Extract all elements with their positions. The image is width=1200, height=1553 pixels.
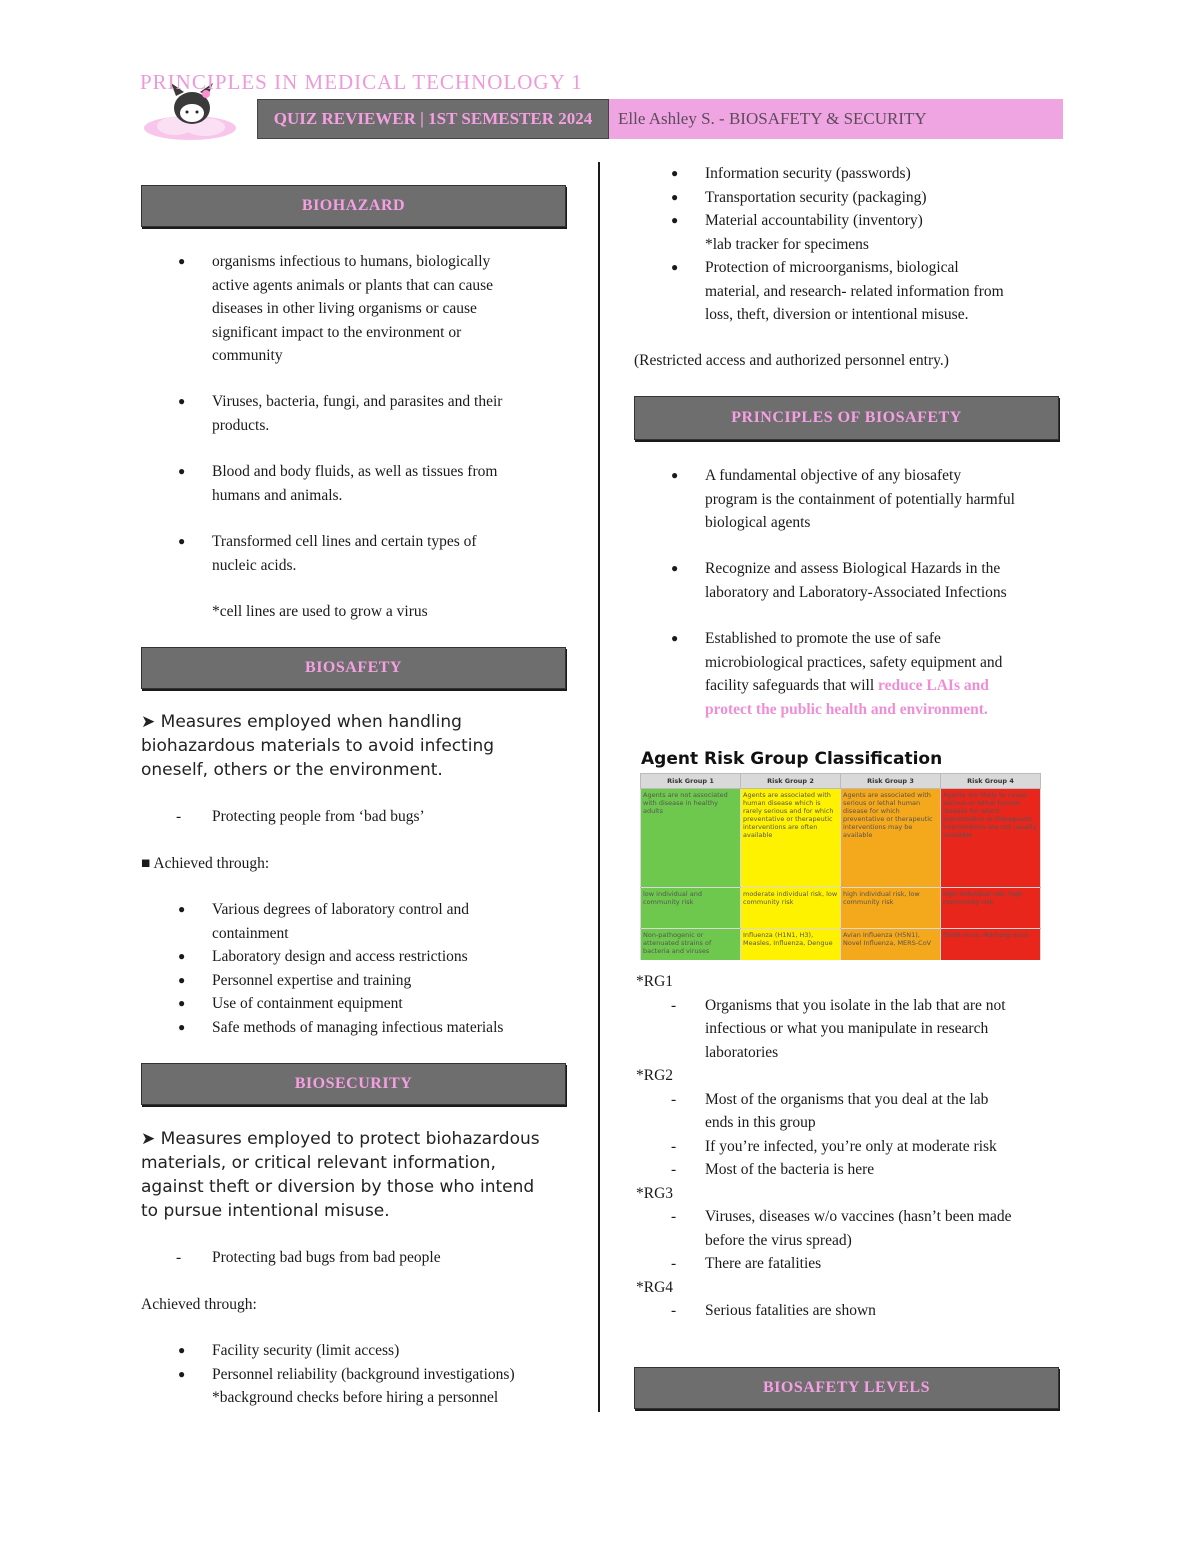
list-item [636,1252,1076,1276]
table-cell: high individual risk, low community risk [841,888,941,929]
list-item [671,162,1075,186]
list-item-text: A fundamental objective of any biosafety [705,467,962,484]
banner-quiz-label: QUIZ REVIEWER | 1ST SEMESTER 2024 [257,99,609,139]
list-item [178,390,572,437]
biosecurity-achieved: Achieved through: [141,1296,257,1313]
section-biosafety-heading: BIOSAFETY [141,647,566,689]
list-item-text: significant impact to the environment or [212,323,462,341]
table-cell: Influenza (H1N1, H3), Measles, Influenza, Dengue [741,929,841,961]
list-item [636,1135,1076,1159]
list-item-text: Material accountability (inventory) [705,212,923,229]
table-row [641,789,1041,888]
table-cell: Agents are likely to cause serious or lethal human disease for which preventative or therapeutic interventions are not usually available [941,789,1041,888]
highlight-text: protect the public health and environment. [705,700,988,718]
table-body [641,789,1041,961]
risk-group-label: *RG1 [636,973,674,990]
list-item-text: active agents animals or plants that can cause [212,276,494,294]
list-item-text: Transportation security (packaging) [705,188,927,206]
list-item [636,1088,1076,1135]
list-item-text: biological agents [705,514,811,531]
dash-bullet-icon: - [671,1255,677,1272]
definition-line: oneself, others or the environment. [141,760,443,780]
list-item [178,1016,582,1040]
list-item-text: Most of the organisms that you deal at the lab [705,1090,989,1108]
dash-bullet-icon: - [671,1302,677,1319]
bullet-icon: ● [671,631,679,645]
definition-line: materials, or critical relevant information, [141,1153,496,1173]
column-header: Risk Group 2 [741,774,841,789]
list-item-text: If you’re infected, you’re only at moderate risk [705,1137,997,1155]
table-cell: Agents are associated with serious or lethal human disease for which preventative or therapeutic interventions may be available [841,789,941,888]
list-item-text: facility safeguards that will [705,677,875,694]
bullet-icon: ● [178,394,186,408]
list-item-text: Protection of microorganisms, biological [705,259,959,276]
arrow-icon: ➤ [141,1129,156,1149]
biosafety-list [178,898,582,1039]
list-item-text: Organisms that you isolate in the lab that are not [705,996,1006,1014]
list-item-text: Viruses, bacteria, fungi, and parasites and their [212,393,503,410]
table-cell: high individual risk, high community risk [941,888,1041,929]
arrow-icon: ➤ [141,712,156,732]
table-row [641,888,1041,929]
bullet-icon: ● [178,254,186,268]
list-item-text: loss, theft, diversion or intentional misuse. [705,306,969,323]
section-biosecurity-heading: BIOSECURITY [141,1063,566,1105]
list-item [178,992,582,1016]
section-principles-heading: PRINCIPLES OF BIOSAFETY [634,396,1059,440]
bullet-icon: ● [671,468,679,482]
definition-line: to pursue intentional misuse. [141,1201,390,1221]
list-item [636,994,1076,1065]
risk-group-label: *RG2 [636,1067,674,1084]
biosecurity-dash-item: Protecting bad bugs from bad people [212,1249,441,1266]
dash-bullet-icon: - [176,1249,182,1266]
biosafety-dash-item: Protecting people from ‘bad bugs’ [212,808,425,825]
definition-line: biohazardous materials to avoid infecting [141,736,495,756]
table-cell: Agents are not associated with disease in healthy adults [641,789,741,888]
bullet-icon: ● [178,464,186,478]
list-item-text: before the virus spread) [705,1231,852,1249]
table-row [641,929,1041,961]
list-item [636,1158,1076,1182]
dash-bullet-icon: - [671,1208,677,1225]
definition-line: against theft or diversion by those who intend [141,1177,535,1197]
bullet-icon: ● [178,996,186,1010]
list-item-text: infectious or what you manipulate in research [705,1020,989,1037]
list-item-text: organisms infectious to humans, biologically [212,253,491,270]
list-item [178,460,572,507]
dash-bullet-icon: - [671,996,677,1014]
list-item-text: Established to promote the use of safe [705,630,941,647]
list-item-text: Blood and body fluids, as well as tissues from [212,463,498,480]
list-item [178,1339,592,1363]
risk-group-table [640,773,1041,960]
risk-group-notes [636,970,1076,1323]
list-item [671,464,1075,535]
biohazard-note: *cell lines are used to grow a virus [212,603,428,620]
biosecurity-list-left [178,1339,592,1410]
list-item-text: containment [212,924,289,942]
list-item [671,627,1075,721]
risk-group-label: *RG4 [636,1278,674,1296]
definition-line: Measures employed to protect biohazardous [160,1129,540,1149]
table-header-row [641,774,1041,789]
list-item-text: material, and research- related information from [705,282,1004,300]
achieved-label: Achieved through: [153,855,270,872]
table-cell: moderate individual risk, low community risk [741,888,841,929]
biosecurity-definition [141,1127,571,1223]
bullet-icon: ● [671,213,679,227]
table-cell: Non-pathogenic or attenuated strains of bacteria and viruses [641,929,741,961]
list-item-text: Viruses, diseases w/o vaccines (hasn’t been made [705,1208,1012,1225]
header-banner [257,99,1063,139]
highlight-text: reduce LAIs and [878,677,989,694]
document-title: PRINCIPLES IN MEDICAL TECHNOLOGY 1 [140,70,583,94]
list-item-text: Laboratory design and access restrictions [212,948,468,965]
table-cell: Ebola virus, Marburg virus [941,929,1041,961]
column-header: Risk Group 3 [841,774,941,789]
section-biohazard-heading: BIOHAZARD [141,185,566,227]
list-item [178,1363,592,1410]
list-item [178,530,572,577]
bullet-icon: ● [178,1019,186,1034]
list-item [671,256,1075,327]
bullet-icon: ● [671,189,679,204]
square-bullet-icon: ■ [141,855,151,872]
dash-bullet-icon: - [176,808,182,825]
bullet-icon: ● [178,972,186,987]
list-item-text: There are fatalities [705,1255,822,1272]
list-item [636,1299,1076,1323]
list-item-text: Use of containment equipment [212,995,403,1012]
column-header: Risk Group 4 [941,774,1041,789]
list-item-text: Most of the bacteria is here [705,1161,875,1178]
list-item-text: products. [212,416,270,434]
bullet-icon: ● [178,1366,186,1381]
risk-group-label: *RG3 [636,1184,674,1202]
list-item [636,1205,1076,1252]
list-item [178,898,582,945]
bullet-icon: ● [671,166,679,180]
definition-line: Measures employed when handling [160,712,462,732]
table-cell: Agents are associated with human disease which is rarely serious and for which preventative or therapeutic interventions are often available [741,789,841,888]
list-item-text: laboratories [705,1043,779,1061]
list-item [178,969,582,993]
dash-bullet-icon: - [671,1137,677,1155]
list-item-text: *lab tracker for specimens [705,235,869,253]
list-item [671,186,1075,210]
list-item-text: community [212,347,283,364]
list-item-text: microbiological practices, safety equipment and [705,653,1003,671]
list-item-text: *background checks before hiring a personnel [212,1389,499,1406]
column-divider [598,162,600,1412]
column-header: Risk Group 1 [641,774,741,789]
list-item-text: Personnel expertise and training [212,971,412,989]
chart-title: Agent Risk Group Classification [641,749,943,769]
bullet-icon: ● [671,561,679,575]
list-item-text: Various degrees of laboratory control and [212,901,469,918]
biosecurity-note: (Restricted access and authorized personnel entry.) [634,352,949,369]
list-item-text: humans and animals. [212,486,343,504]
banner-author-label: Elle Ashley S. - BIOSAFETY & SECURITY [609,99,1063,139]
table-cell: Avian Influenza (H5N1), Novel Influenza, MERS-CoV [841,929,941,961]
bullet-icon: ● [178,949,186,963]
list-item-text: ends in this group [705,1114,816,1131]
list-item-text: Facility security (limit access) [212,1342,400,1359]
list-item-text: nucleic acids. [212,556,297,574]
risk-group-grid [640,773,1041,960]
list-item-text: Information security (passwords) [705,165,911,182]
list-item-text: diseases in other living organisms or cause [212,300,477,317]
table-cell: low individual and community risk [641,888,741,929]
list-item-text: Recognize and assess Biological Hazards in the [705,560,1001,577]
bullet-icon: ● [671,260,679,274]
bullet-icon: ● [178,534,186,548]
list-item-text: program is the containment of potentially harmful [705,490,1015,508]
list-item [671,209,1075,256]
list-item-text: laboratory and Laboratory-Associated Infections [705,583,1007,601]
bullet-icon: ● [178,1343,186,1357]
list-item-text: Personnel reliability (background investigations) [212,1365,515,1383]
list-item [178,945,582,969]
dash-bullet-icon: - [671,1161,677,1178]
list-item [178,250,494,368]
biosecurity-list-right [671,162,1075,327]
section-levels-heading: BIOSAFETY LEVELS [634,1367,1059,1409]
list-item-text: Safe methods of managing infectious materials [212,1018,504,1036]
list-item-text: Serious fatalities are shown [705,1302,876,1319]
dash-bullet-icon: - [671,1090,677,1108]
bullet-icon: ● [178,902,186,916]
list-item-text: Transformed cell lines and certain types of [212,533,477,550]
biosafety-achieved [141,852,541,876]
list-item [671,557,1075,604]
biosafety-definition [141,710,571,782]
